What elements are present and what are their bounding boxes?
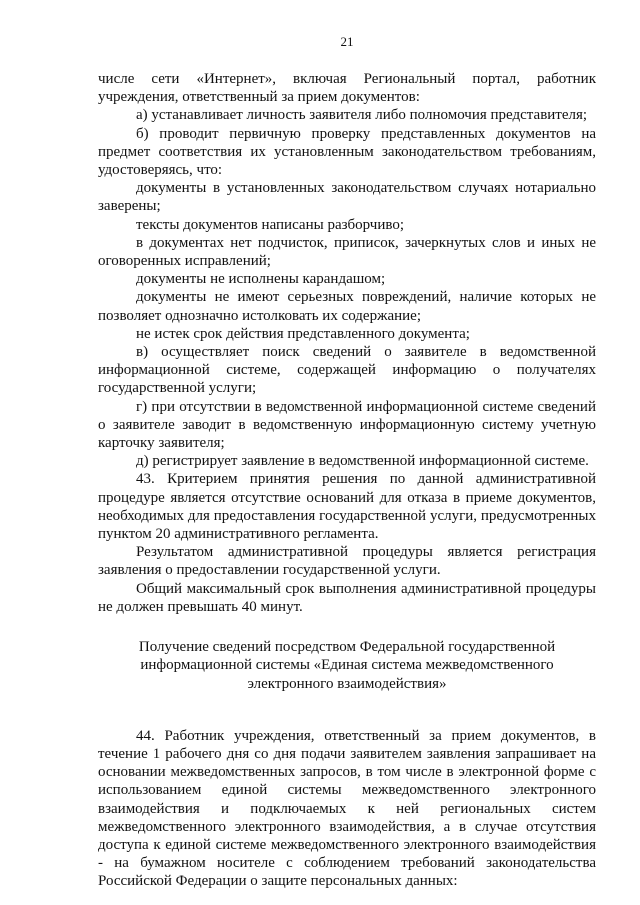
paragraph: не истек срок действия представленного документа;	[136, 325, 470, 342]
paragraph: документы не исполнены карандашом;	[136, 271, 386, 288]
paragraph: документы в установленных законодательством случаях нотариально заверены;	[98, 180, 596, 215]
paragraph: Результатом административной процедуры является регистрация заявления о предоставлении государственной услуги.	[98, 544, 596, 579]
paragraph: в документах нет подчисток, приписок, зачеркнутых слов и иных не оговоренных исправлений;	[98, 234, 596, 270]
paragraph: числе сети «Интернет», включая Региональный портал, работник учреждения, ответственный за прием документов:	[98, 71, 596, 106]
paragraph: документы не имеют серьезных повреждений, наличие которых не позволяет однозначно истолковать их содержание;	[98, 289, 596, 324]
body-text-before	[98, 70, 596, 616]
body-text-after	[98, 727, 596, 891]
section-heading-line: электронного взаимодействия»	[247, 675, 447, 692]
page-number: 21	[340, 34, 354, 49]
paragraph: Общий максимальный срок выполнения административной процедуры не должен превышать 40 минут.	[98, 580, 596, 615]
paragraph: в) осуществляет поиск сведений о заявителе в ведомственной информационной системе, содержащей информацию о получателях государственной услуги;	[98, 344, 596, 397]
paragraph: д) регистрирует заявление в ведомственной информационной системе.	[136, 453, 589, 470]
section-heading-line: информационной системы «Единая система межведомственного	[140, 657, 554, 674]
section-heading-line: Получение сведений посредством Федеральной государственной	[138, 639, 556, 656]
paragraph: тексты документов написаны разборчиво;	[136, 216, 405, 233]
section-heading	[98, 638, 596, 693]
paragraph: г) при отсутствии в ведомственной информационной системе сведений о заявителе заводит в ведомственную информационную систему учетную карточку заявителя;	[98, 398, 596, 452]
paragraph: 44. Работник учреждения, ответственный за прием документов, в течение 1 рабочего дня со дня подачи заявителем заявления запрашивает на основании межведомственных запросов, в том числе в электронной форме с использованием единой системы межведомственного электронного взаимодействия и подключаемых к ней региональных систем межведомственного электронного взаимодействия, а в случае отсутствия доступа к единой системе межведомственного электронного взаимодействия - на бумажном носителе с соблюдением требований законодательства Российской Федерации о защите персональных данных:	[98, 727, 596, 890]
paragraph: б) проводит первичную проверку представленных документов на предмет соответствия их установленным законодательством требованиям, удостоверяясь, что:	[98, 125, 596, 179]
paragraph: 43. Критерием принятия решения по данной административной процедуре является отсутствие оснований для отказа в приеме документов, необходимых для предоставления государственной услуги, предусмотренных пунктом 20 административного регламента.	[98, 471, 596, 543]
paragraph: а) устанавливает личность заявителя либо полномочия представителя;	[136, 107, 588, 124]
